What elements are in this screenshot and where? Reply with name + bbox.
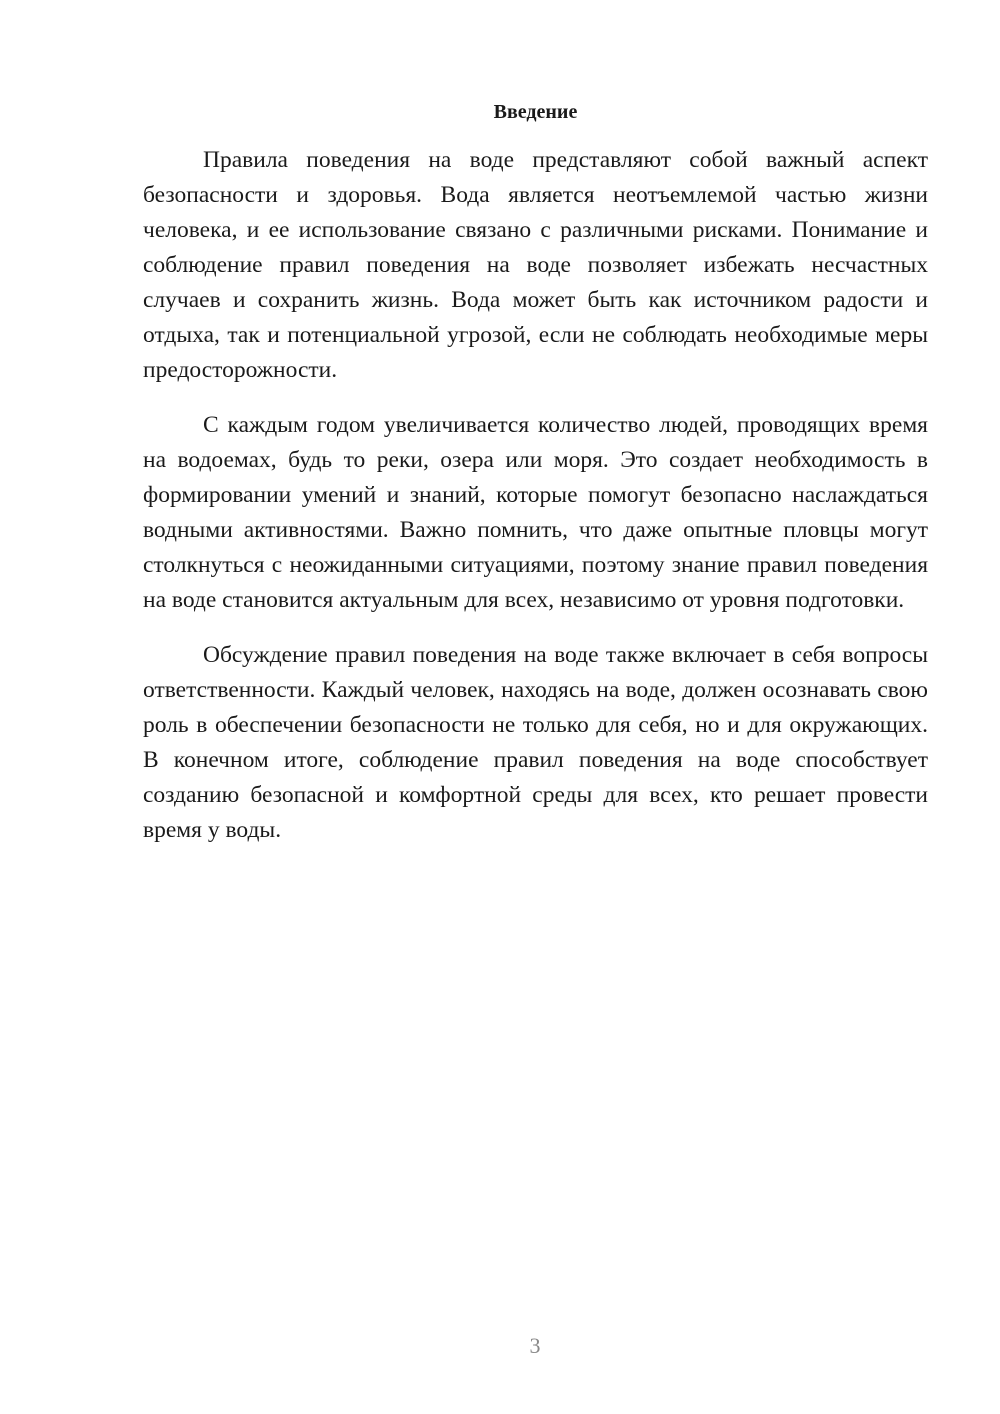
paragraph-1: Правила поведения на воде представляют собой важный аспект безопасности и здоровья. Вода является неотъемлемой частью жизни человека, и ее использование связано с различными рисками. Понимание и соблюдение правил поведения на воде позволяет избежать несчастных случаев и сохранить жизнь. Вода может быть как источником радости и отдыха, так и потенциальной угрозой, если не соблюдать необходимые меры предосторожности.	[143, 147, 928, 383]
page-title: Введение	[493, 101, 578, 123]
page-number: 3	[529, 1333, 541, 1358]
paragraph-2: С каждым годом увеличивается количество людей, проводящих время на водоемах, будь то реки, озера или моря. Это создает необходимость в формировании умений и знаний, которые помогут безопасно наслаждаться водными активностями. Важно помнить, что даже опытные пловцы могут столкнуться с неожиданными ситуациями, поэтому знание правил поведения на воде становится актуальным для всех, независимо от уровня подготовки.	[143, 412, 928, 613]
paragraph-3: Обсуждение правил поведения на воде также включает в себя вопросы ответственности. Каждый человек, находясь на воде, должен осознавать свою роль в обеспечении безопасности не только для себя, но и для окружающих. В конечном итоге, соблюдение правил поведения на воде способствует созданию безопасной и комфортной среды для всех, кто решает провести время у воды.	[143, 642, 928, 843]
document-body	[143, 143, 928, 868]
